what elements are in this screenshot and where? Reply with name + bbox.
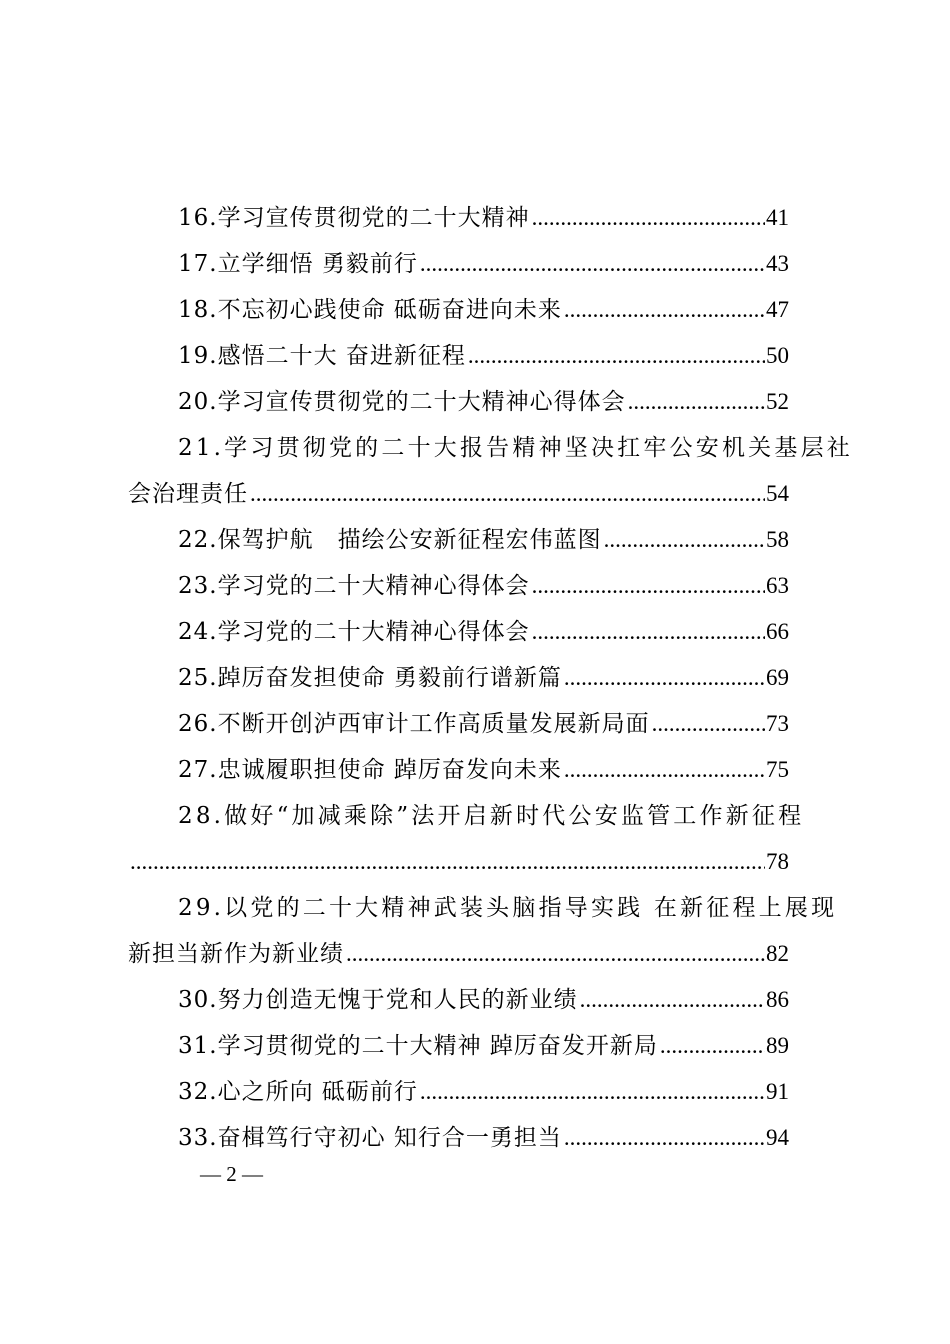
- toc-entry-line1[interactable]: [178, 882, 882, 922]
- toc-entry-page: 43: [766, 251, 789, 276]
- toc-entry-line2[interactable]: [128, 836, 789, 876]
- dot-leader: [346, 940, 765, 968]
- toc-entry-page: 47: [766, 297, 789, 322]
- toc-entry-title: 27.忠诚履职担使命 踔厉奋发向未来: [178, 757, 562, 783]
- toc-entry-page: 94: [766, 1125, 789, 1150]
- toc-entry-title: 16.学习宣传贯彻党的二十大精神: [178, 205, 530, 231]
- toc-entry-page: 54: [766, 481, 789, 506]
- dot-leader: [130, 848, 765, 876]
- dot-leader: [580, 986, 765, 1014]
- dot-leader: [628, 388, 765, 416]
- toc-entry[interactable]: [178, 606, 789, 646]
- toc-entry-page: 78: [766, 849, 789, 874]
- toc-entry[interactable]: [178, 1112, 789, 1152]
- toc-entry-title: 24.学习党的二十大精神心得体会: [178, 619, 530, 645]
- dot-leader: [604, 526, 765, 554]
- toc-entry-title: 31.学习贯彻党的二十大精神 踔厉奋发开新局: [178, 1033, 658, 1059]
- toc-entry-title: 33.奋楫笃行守初心 知行合一勇担当: [178, 1125, 562, 1151]
- toc-entry-title: 20.学习宣传贯彻党的二十大精神心得体会: [178, 389, 626, 415]
- toc-entry-title: 19.感悟二十大 奋进新征程: [178, 343, 466, 369]
- toc-entry[interactable]: [178, 192, 789, 232]
- toc-entry-line2[interactable]: [128, 928, 789, 968]
- toc-entry-title: 23.学习党的二十大精神心得体会: [178, 573, 530, 599]
- toc-entry-title: 22.保驾护航 描绘公安新征程宏伟蓝图: [178, 527, 602, 553]
- toc-entry-title: 32.心之所向 砥砺前行: [178, 1079, 418, 1105]
- dot-leader: [532, 618, 765, 646]
- toc-entry[interactable]: [178, 560, 789, 600]
- toc-entry-title: 21.学习贯彻党的二十大报告精神坚决扛牢公安机关基层社: [178, 435, 853, 461]
- dot-leader: [420, 250, 765, 278]
- toc-entry-title: 28.做好“加减乘除”法开启新时代公安监管工作新征程: [178, 803, 805, 829]
- dot-leader: [564, 1124, 765, 1152]
- toc-entry[interactable]: [178, 652, 789, 692]
- toc-entry-page: 82: [766, 941, 789, 966]
- dot-leader: [250, 480, 765, 508]
- toc-entry-title-continued: 新担当新作为新业绩: [128, 941, 344, 967]
- dot-leader: [468, 342, 765, 370]
- toc-entry-page: 73: [766, 711, 789, 736]
- toc-entry[interactable]: [178, 744, 789, 784]
- toc-entry-title: 26.不断开创泸西审计工作高质量发展新局面: [178, 711, 650, 737]
- dot-leader: [564, 664, 765, 692]
- toc-entry-title: 30.努力创造无愧于党和人民的新业绩: [178, 987, 578, 1013]
- toc-entry-title: 18.不忘初心践使命 砥砺奋进向未来: [178, 297, 562, 323]
- dot-leader: [660, 1032, 765, 1060]
- toc-entry-line1[interactable]: [178, 422, 882, 462]
- toc-entry[interactable]: [178, 698, 789, 738]
- toc-entry-line2[interactable]: [128, 468, 789, 508]
- toc-entry[interactable]: [178, 1020, 789, 1060]
- toc-entry-page: 86: [766, 987, 789, 1012]
- toc-entry-page: 58: [766, 527, 789, 552]
- dot-leader: [564, 756, 765, 784]
- dot-leader: [420, 1078, 765, 1106]
- toc-entry-line1[interactable]: [178, 790, 882, 830]
- dot-leader: [564, 296, 765, 324]
- toc-entry[interactable]: [178, 330, 789, 370]
- toc-entry-title: 25.踔厉奋发担使命 勇毅前行谱新篇: [178, 665, 562, 691]
- toc-entry[interactable]: [178, 514, 789, 554]
- toc-entry-title: 29.以党的二十大精神武装头脑指导实践 在新征程上展现: [178, 895, 838, 921]
- toc-entry[interactable]: [178, 284, 789, 324]
- dot-leader: [652, 710, 765, 738]
- dot-leader: [532, 572, 765, 600]
- toc-entry-page: 69: [766, 665, 789, 690]
- toc-entry[interactable]: [178, 1066, 789, 1106]
- toc-entry-page: 89: [766, 1033, 789, 1058]
- toc-entry[interactable]: [178, 974, 789, 1014]
- toc-entry-page: 50: [766, 343, 789, 368]
- toc-entry-page: 52: [766, 389, 789, 414]
- page-number-footer: — 2 —: [200, 1162, 263, 1186]
- toc-entry[interactable]: [178, 238, 789, 278]
- toc-entry-page: 63: [766, 573, 789, 598]
- toc-entry-page: 91: [766, 1079, 789, 1104]
- dot-leader: [532, 204, 765, 232]
- toc-entry-page: 66: [766, 619, 789, 644]
- toc-entry-title-continued: 会治理责任: [128, 481, 248, 507]
- toc-entry-page: 75: [766, 757, 789, 782]
- toc-entry-page: 41: [766, 205, 789, 230]
- toc-entry[interactable]: [178, 376, 789, 416]
- toc-entry-title: 17.立学细悟 勇毅前行: [178, 251, 418, 277]
